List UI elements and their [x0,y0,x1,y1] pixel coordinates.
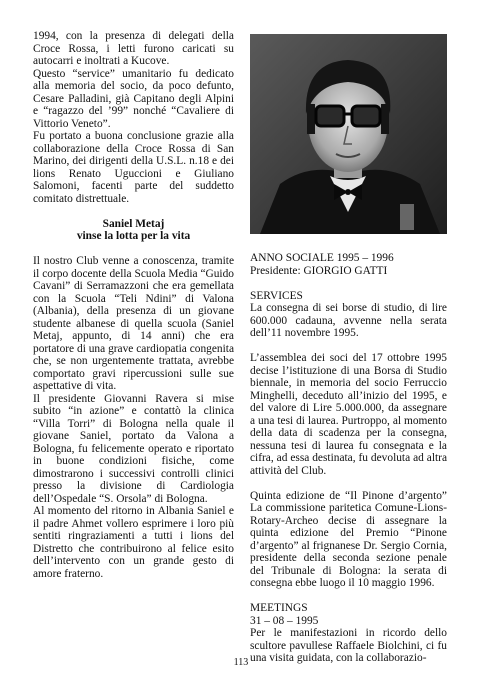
paragraph: Il nostro Club venne a conoscenza, tramite il corpo docente della Scuola Media “Guido Cavani” di Serramazzoni che era gemellata con la Scuola “Teli Ndini” di Valona (Albania), della presenza di un giovane studente albanese di quella scuola (Saniel Metaj, appunto, di 14 anni) che era portatore di una grave cardiopatia congenita che, se non urgentemente trattata, avrebbe comportato gravi ripercussioni sulle sue aspettative di vita. [33,255,234,392]
paragraph: 1994, con la presenza di delegati della Croce Rossa, i letti furono caricati su autocarri e inoltrati a Kucove. [33,30,234,67]
paragraph: La consegna di sei borse di studio, di lire 600.000 cadauna, avvenne nella serata dell’11 novembre 1995. [250,302,447,339]
portrait-photo [250,34,447,234]
left-column [33,30,234,580]
paragraph: Il presidente Giovanni Ravera si mise subito “in azione” e contattò la clinica “Villa Torri” di Bologna nella quale il giovane Saniel, portato da Valona a Bologna, fu felicemente operato e riportato in buone condizioni fisiche, come dimostrarono i successivi controlli clinici presso la divisione di Cardiologia dell’Ospedale “S. Orsola” di Bologna. [33,392,234,505]
right-column [250,252,447,665]
section-heading: Saniel Metaj [102,217,165,230]
paragraph: Questo “service” umanitario fu dedicato alla memoria del socio, da poco defunto, Cesare Palladini, già Capitano degli Alpini e “ragazzo del ’99” nonché “Cavaliere di Vittorio Veneto”. [33,67,234,130]
anno-sociale: ANNO SOCIALE 1995 – 1996 [250,252,394,264]
meetings-date: 31 – 08 – 1995 [250,614,319,627]
page-number: 113 [233,657,249,668]
paragraph: Quinta edizione de “Il Pinone d’argento” La commissione paritetica Comune-Lions-Rotary-Archeo decise di assegnare la quinta edizione del Premio “Pinone d’argento” al frignanese Dr. Sergio Cornia, presidente della seconda sezione penale del Tribunale di Bologna: la serata di consegna ebbe luogo il 10 maggio 1996. [250,489,447,589]
meetings-title: MEETINGS [250,602,308,614]
presidente: Presidente: GIORGIO GATTI [250,264,388,277]
services-title: SERVICES [250,289,303,302]
paragraph: Per le manifestazioni in ricordo dello scultore pavullese Raffaele Biolchini, ci fu una visita guidata, con la collaborazio- [250,627,447,664]
paragraph: Al momento del ritorno in Albania Saniel e il padre Ahmet vollero esprimere i loro più sentiti ringraziamenti a tutti i lions del Distretto che contribuirono al felice esito dell’intervento con un grande gesto di amore fraterno. [33,505,234,580]
paragraph: L’assemblea dei soci del 17 ottobre 1995 decise l’istituzione di una Borsa di Studio biennale, in memoria del socio Ferruccio Minghelli, deceduto all’inizio del 1995, e del valore di Lire 5.000.000, da assegnare a una tesi di laurea. Purtroppo, al momento della data di scadenza per la consegna, nessuna tesi di laurea fu consegnata e la cifra, ad essa destinata, fu devoluta ad altra attività del Club. [250,352,447,477]
section-subheading: vinse la lotta per la vita [76,230,191,242]
paragraph: Fu portato a buona conclusione grazie alla collaborazione della Croce Rossa di San Marino, dei dirigenti della U.S.L. n.18 e dei lions Renato Uguccioni e Giuliano Salomoni, facenti parte del suddetto comitato distrettuale. [33,130,234,205]
portrait-image [250,34,447,234]
